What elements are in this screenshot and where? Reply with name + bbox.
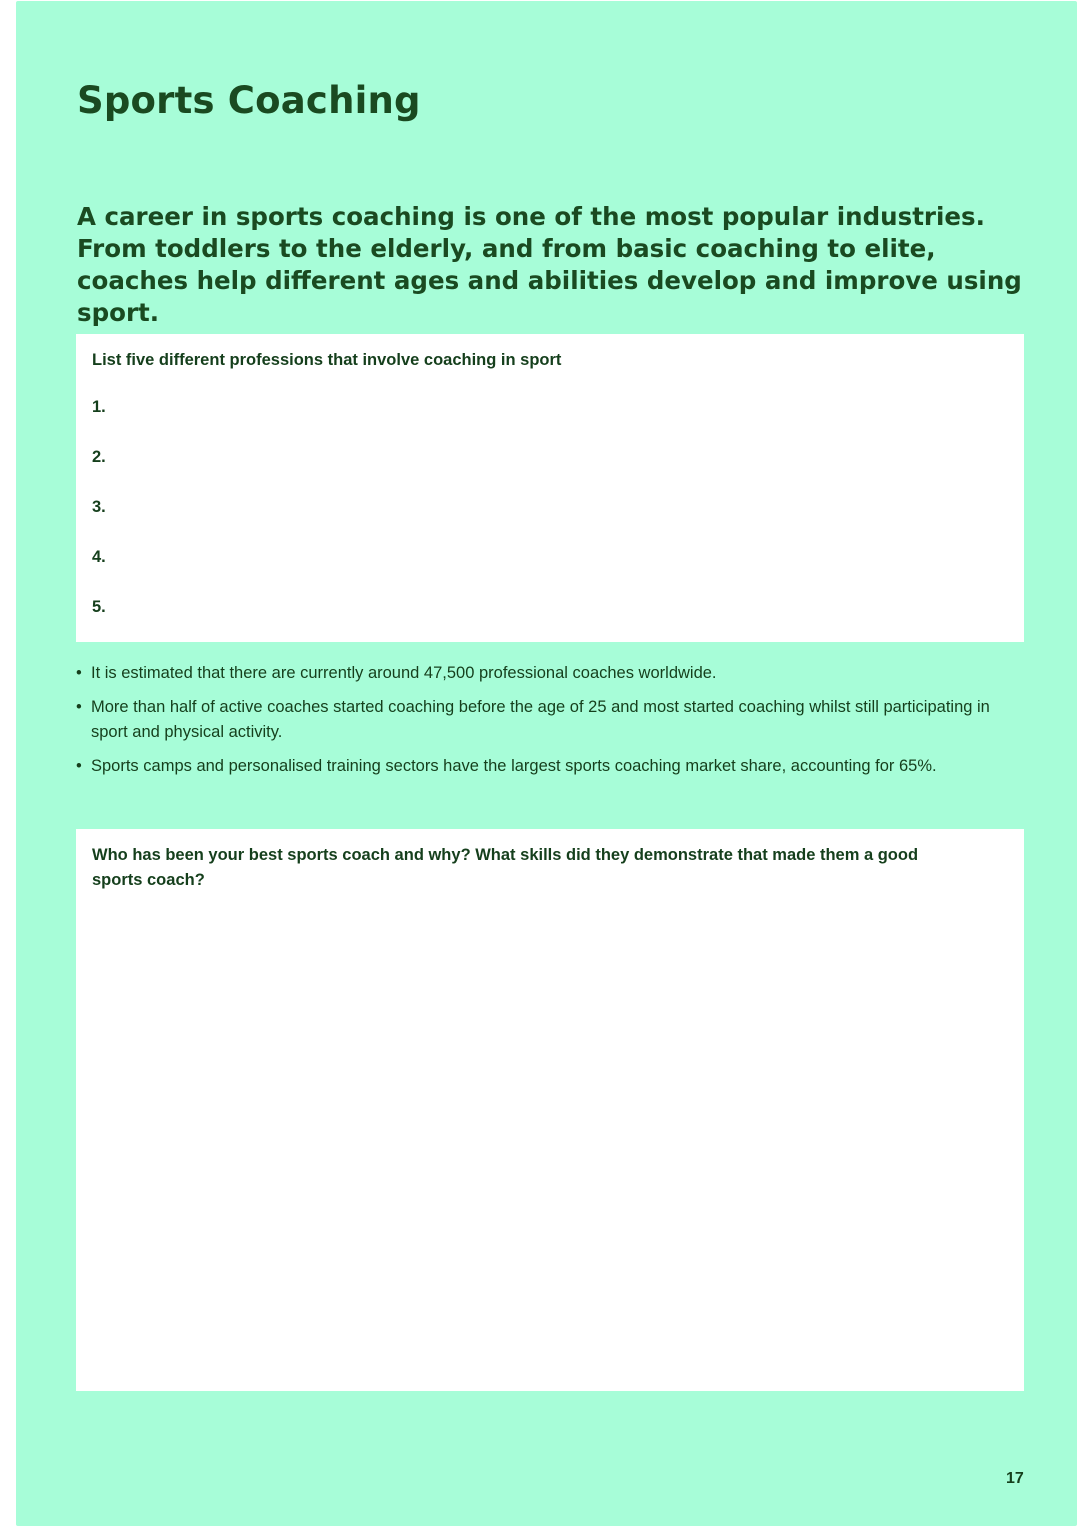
worksheet-page	[16, 1, 1077, 1526]
fact-item	[76, 754, 1026, 779]
list-item[interactable]: 2.	[92, 448, 106, 466]
page-title: Sports Coaching	[77, 79, 421, 122]
bullet-icon: •	[76, 698, 82, 716]
bullet-icon: •	[76, 757, 82, 775]
list-item[interactable]: 4.	[92, 548, 106, 566]
intro-paragraph: A career in sports coaching is one of the most popular industries. From toddlers to the elderly, and from basic coaching to elite, coaches help different ages and abilities develop and improve using sport.	[77, 202, 1022, 327]
list-item[interactable]: 3.	[92, 498, 106, 516]
fact-text: It is estimated that there are currently around 47,500 professional coaches worldwide.	[91, 664, 717, 682]
professions-question: List five different professions that involve coaching in sport	[92, 351, 562, 369]
page-number: 17	[1006, 1470, 1024, 1487]
best-coach-question: Who has been your best sports coach and why? What skills did they demonstrate that made them a good sports coach?	[92, 846, 919, 889]
fact-item	[76, 661, 1026, 686]
list-item[interactable]: 1.	[92, 398, 106, 416]
professions-answer-box[interactable]	[76, 334, 1024, 642]
fact-text: More than half of active coaches started coaching before the age of 25 and most started coaching whilst still participating in sport and physical activity.	[91, 698, 990, 741]
list-item[interactable]: 5.	[92, 598, 106, 616]
fact-item	[76, 695, 1026, 745]
professions-list	[92, 392, 106, 642]
bullet-icon: •	[76, 664, 82, 682]
best-coach-answer-box[interactable]	[76, 829, 1024, 1391]
facts-list	[76, 661, 1026, 788]
fact-text: Sports camps and personalised training sectors have the largest sports coaching market share, accounting for 65%.	[91, 757, 937, 775]
